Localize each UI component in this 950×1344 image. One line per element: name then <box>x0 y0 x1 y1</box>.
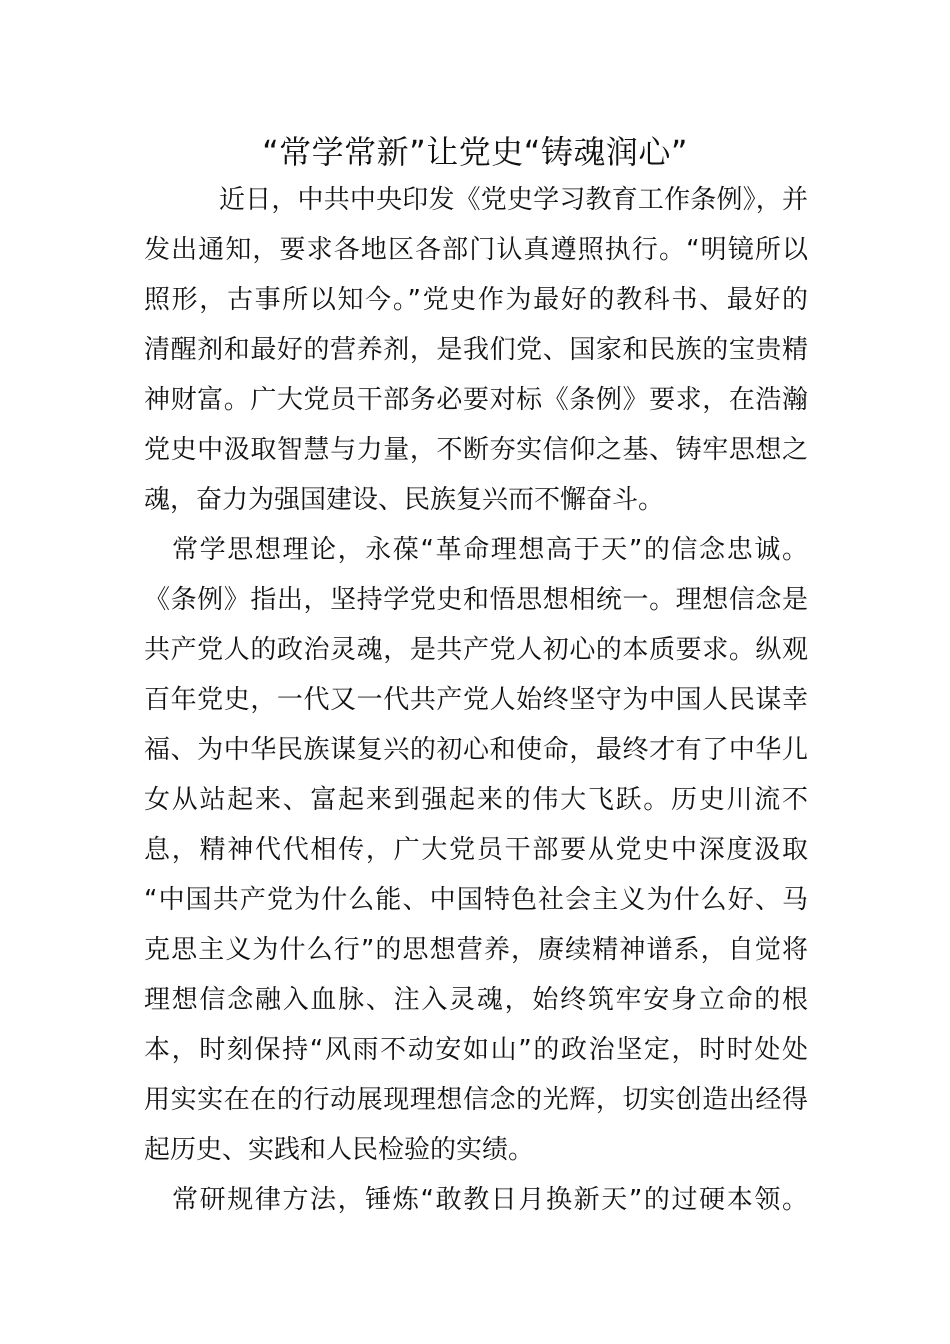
paragraph-line: 理想信念融入血脉、注入灵魂，始终筑牢安身立命的根 <box>144 985 808 1015</box>
paragraph-line: 本，时刻保持“风雨不动安如山”的政治坚定，时时处处 <box>144 1035 808 1065</box>
paragraph-line: 《条例》指出，坚持学党史和悟思想相统一。理想信念是 <box>144 585 808 615</box>
paragraph-line: 福、为中华民族谋复兴的初心和使命，最终才有了中华儿 <box>144 735 808 765</box>
paragraph-line: 克思主义为什么行”的思想营养，赓续精神谱系，自觉将 <box>144 935 808 965</box>
paragraph-line: 常研规律方法，锤炼“敢教日月换新天”的过硬本领。 <box>172 1185 808 1215</box>
paragraph-line: 魂，奋力为强国建设、民族复兴而不懈奋斗。 <box>144 485 665 515</box>
paragraph-line: “中国共产党为什么能、中国特色社会主义为什么好、马 <box>144 885 808 915</box>
paragraph-line: 女从站起来、富起来到强起来的伟大飞跃。历史川流不 <box>144 785 808 815</box>
paragraph-line: 近日，中共中央印发《党史学习教育工作条例》，并 <box>219 185 808 215</box>
paragraph-line: 起历史、实践和人民检验的实绩。 <box>144 1135 535 1165</box>
paragraph-line: 用实实在在的行动展现理想信念的光辉，切实创造出经得 <box>144 1085 808 1115</box>
paragraph-line: 发出通知，要求各地区各部门认真遵照执行。“明镜所以 <box>144 235 808 265</box>
paragraph-line: 息，精神代代相传，广大党员干部要从党史中深度汲取 <box>144 835 808 865</box>
document-title: “常学常新”让党史“铸魂润心” <box>262 133 688 171</box>
paragraph-line: 共产党人的政治灵魂，是共产党人初心的本质要求。纵观 <box>144 635 808 665</box>
paragraph-line: 照形，古事所以知今。”党史作为最好的教科书、最好的 <box>144 285 808 315</box>
paragraph-line: 常学思想理论，永葆“革命理想高于天”的信念忠诚。 <box>172 535 808 565</box>
paragraph-line: 神财富。广大党员干部务必要对标《条例》要求，在浩瀚 <box>144 385 808 415</box>
paragraph-line: 党史中汲取智慧与力量，不断夯实信仰之基、铸牢思想之 <box>144 435 808 465</box>
paragraph-line: 百年党史，一代又一代共产党人始终坚守为中国人民谋幸 <box>144 685 808 715</box>
paragraph-line: 清醒剂和最好的营养剂，是我们党、国家和民族的宝贵精 <box>144 335 808 365</box>
